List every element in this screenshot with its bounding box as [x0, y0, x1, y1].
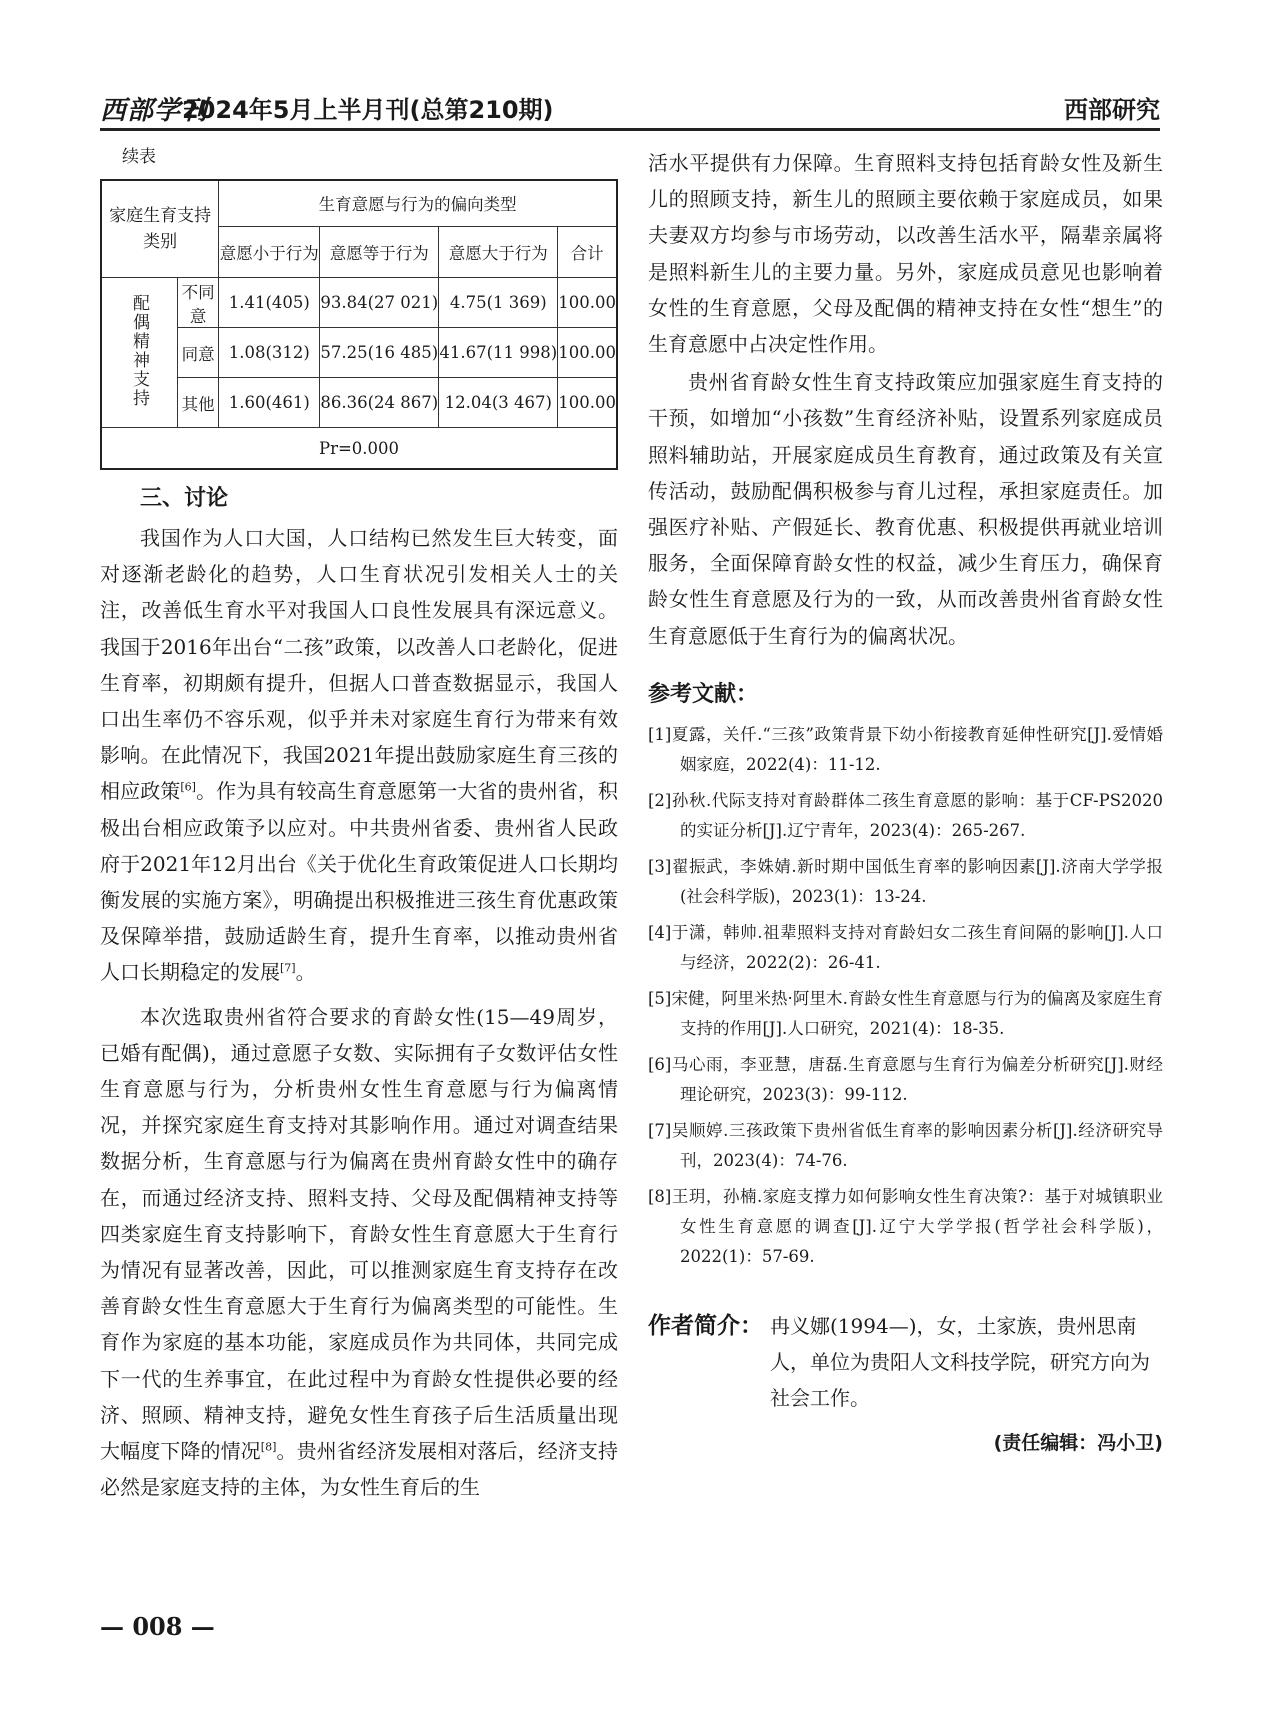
table-continued-label: 续表 [122, 147, 156, 167]
author-bio [648, 1308, 1163, 1416]
table-row-label: 其他 [178, 378, 219, 428]
table-cell: 4.75(1 369) [439, 278, 558, 328]
table-cell: 1.08(312) [219, 328, 320, 378]
reference-list [648, 720, 1163, 1272]
table-row-label: 同意 [178, 328, 219, 378]
reference-item: [2]孙秋.代际支持对育龄群体二孩生育意愿的影响：基于CF-PS2020的实证分析[J].辽宁青年，2023(4)：265-267. [648, 790, 1163, 840]
issue-info: 2024年5月上半月刊(总第210期) [182, 96, 554, 124]
paragraph: 活水平提供有力保障。生育照料支持包括育龄女性及新生儿的照顾支持，新生儿的照顾主要依赖于家庭成员，如果夫妻双方均参与市场劳动，以改善生活水平，隔辈亲属将是照料新生儿的主要力量。另外，家庭成员意见也影响着女性的生育意愿，父母及配偶的精神支持在女性“想生”的生育意愿中占决定性作用。 [648, 151, 1163, 357]
running-header [100, 88, 1160, 128]
table-row-label: 不同意 [178, 278, 219, 328]
table-col-header: 合计 [558, 226, 617, 277]
paragraph: 本次选取贵州省符合要求的育龄女性(15—49周岁，已婚有配偶)，通过意愿子女数、实际拥有子女数评估女性生育意愿与行为，分析贵州女性生育意愿与行为偏离情况，并探究家庭生育支持对其影响作用。通过对调查结果数据分析，生育意愿与行为偏离在贵州育龄女性中的确存在，而通过经济支持、照料支持、父母及配偶精神支持等四类家庭生育支持影响下，育龄女性生育意愿大于生育行为情况有显著改善，因此，可以推测家庭生育支持存在改善育龄女性生育意愿大于生育行为偏离类型的可能性。生育作为家庭的基本功能，家庭成员作为共同体，共同完成下一代的生养事宜，在此过程中为育龄女性提供必要的经济、照顾、精神支持，避免女性生育孩子后生活质量出现大幅度下降的情况[8]。贵州省经济发展相对落后，经济支持必然是家庭支持的主体，为女性生育后的生 [100, 1004, 619, 1500]
table-cell: 100.00 [558, 378, 617, 428]
table-col-header: 意愿小于行为 [219, 226, 320, 277]
table-cell: 1.60(461) [219, 378, 320, 428]
reference-item: [7]吴顺婷.三孩政策下贵州省低生育率的影响因素分析[J].经济研究导刊，2023(4)：74-76. [648, 1120, 1163, 1170]
reference-item: [1]夏露，关仟.“三孩”政策背景下幼小衔接教育延伸性研究[J].爱情婚姻家庭，2022(4)：11-12. [648, 724, 1163, 774]
left-column [100, 145, 618, 1505]
header-rule [100, 128, 1160, 131]
journal-logo: 西部学刊 [100, 96, 209, 126]
reference-item: [3]翟振武，李姝婧.新时期中国低生育率的影响因素[J].济南大学学报(社会科学版)，2023(1)：13-24. [648, 856, 1163, 906]
table-cell: 41.67(11 998) [439, 328, 558, 378]
reference-item: [6]马心雨，李亚慧，唐磊.生育意愿与生育行为偏差分析研究[J].财经理论研究，2023(3)：99-112. [648, 1054, 1163, 1104]
table-row [101, 278, 617, 328]
reference-item: [8]王玥，孙楠.家庭支撑力如何影响女性生育决策?：基于对城镇职业女性生育意愿的调查[J].辽宁大学学报(哲学社会科学版)，2022(1)：57-69. [648, 1186, 1163, 1266]
editor-note: (责任编辑：冯小卫) [993, 1431, 1163, 1454]
paragraph: 贵州省育龄女性生育支持政策应加强家庭生育支持的干预，如增加“小孩数”生育经济补贴，设置系列家庭成员照料辅助站，开展家庭成员生育教育，通过政策及有关宣传活动，鼓励配偶积极参与育儿过程，承担家庭责任。加强医疗补贴、产假延长、教育优惠、积极提供再就业培训服务，全面保障育龄女性的权益，减少生育压力，确保育龄女性生育意愿及行为的一致，从而改善贵州省育龄女性生育意愿低于生育行为的偏离状况。 [648, 370, 1163, 648]
table-group-label: 配偶精神支持 [129, 293, 149, 408]
section-name: 西部研究 [1064, 96, 1160, 124]
table-cell: 100.00 [558, 328, 617, 378]
table-col-header: 意愿等于行为 [320, 226, 439, 277]
table-col-header: 意愿大于行为 [439, 226, 558, 277]
right-column [648, 145, 1163, 1455]
support-table [100, 179, 618, 470]
table-cell: 93.84(27 021) [320, 278, 439, 328]
table-cell: 12.04(3 467) [439, 378, 558, 428]
table-cell: 100.00 [558, 278, 617, 328]
table-cell: 57.25(16 485) [320, 328, 439, 378]
table-cell: 1.41(405) [219, 278, 320, 328]
table-row [101, 378, 617, 428]
citation: [7] [280, 961, 296, 975]
reference-item: [5]宋健，阿里米热·阿里木.育龄女性生育意愿与行为的偏离及家庭生育支持的作用[J].人口研究，2021(4)：18-35. [648, 988, 1163, 1038]
table-group-header: 生育意愿与行为的偏向类型 [219, 180, 617, 226]
page-number: — 008 — [100, 1612, 215, 1641]
references-title: 参考文献： [648, 681, 759, 707]
table-row [101, 328, 617, 378]
author-text: 冉义娜(1994—)，女，土家族，贵州思南人，单位为贵阳人文科技学院，研究方向为社会工作。 [770, 1313, 1150, 1410]
reference-item: [4]于潇，韩帅.祖辈照料支持对育龄妇女二孩生育间隔的影响[J].人口与经济，2022(2)：26-41. [648, 922, 1163, 972]
table-row-header: 家庭生育支持类别 [101, 180, 219, 278]
table-cell: 86.36(24 867) [320, 378, 439, 428]
paragraph: 我国作为人口大国，人口结构已然发生巨大转变，面对逐渐老龄化的趋势，人口生育状况引发相关人士的关注，改善低生育水平对我国人口良性发展具有深远意义。我国于2016年出台“二孩”政策，以改善人口老龄化，促进生育率，初期颇有提升，但据人口普查数据显示，我国人口出生率仍不容乐观，似乎并未对家庭生育行为带来有效影响。在此情况下，我国2021年提出鼓励家庭生育三孩的相应政策[6]。作为具有较高生育意愿第一大省的贵州省，积极出台相应政策予以应对。中共贵州省委、贵州省人民政府于2021年12月出台《关于优化生育政策促进人口长期均衡发展的实施方案》，明确提出积极推进三孩生育优惠政策及保障举措，鼓励适龄生育，提升生育率，以推动贵州省人口长期稳定的发展[7]。 [100, 526, 619, 985]
citation: [8] [260, 1440, 277, 1454]
section-title: 三、讨论 [140, 485, 229, 511]
table-footer: Pr=0.000 [101, 428, 617, 470]
author-label: 作者简介： [648, 1312, 763, 1339]
citation: [6] [180, 780, 196, 794]
